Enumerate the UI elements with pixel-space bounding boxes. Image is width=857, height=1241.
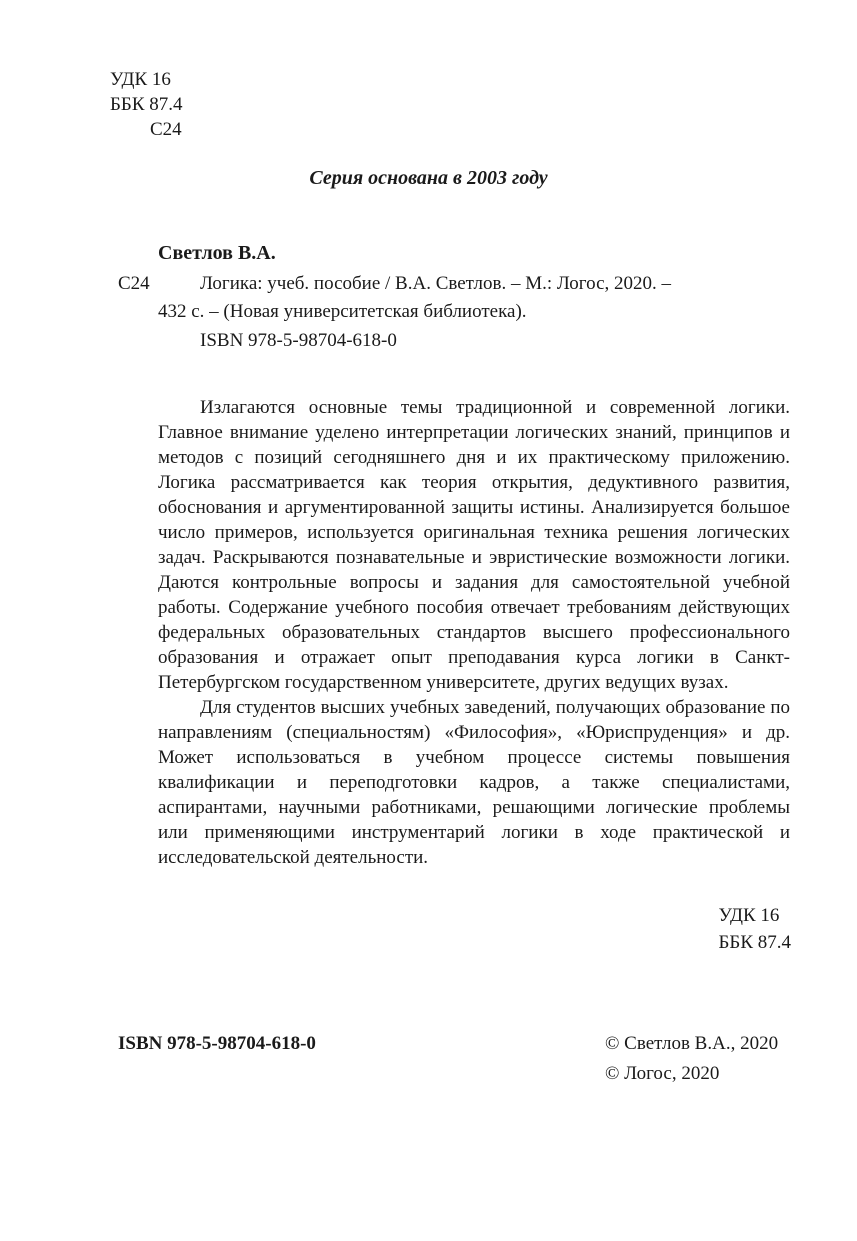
bbk-code: ББК 87.4 bbox=[110, 94, 183, 115]
bibliographic-title-line2: 432 с. – (Новая университетская библиотека). bbox=[158, 301, 527, 322]
copyright-author: © Светлов В.А., 2020 bbox=[605, 1033, 779, 1054]
annotation bbox=[158, 395, 790, 870]
classification-block-top bbox=[110, 68, 183, 143]
footer-isbn: ISBN 978-5-98704-618-0 bbox=[118, 1033, 316, 1054]
annotation-paragraph-1: Излагаются основные темы традиционной и современной логики. Главное внимание уделено интерпретации логических знаний, принципов и методов с позиций сегодняшнего дня и их практическому приложению. Логика рассматривается как теория открытия, дедуктивного развития, обоснования и аргументированной защиты истины. Анализируется большое число примеров, используется оригинальная техника решения логических задач. Раскрываются познавательные и эвристические возможности логики. Даются контрольные вопросы и задания для самостоятельной учебной работы. Содержание учебного пособия отвечает требованиям действующих федеральных образовательных стандартов высшего профессионального образования и отражает опыт преподавания курса логики в Санкт-Петербургском государственном университете, других ведущих вузах. bbox=[158, 397, 790, 693]
copyright-block bbox=[605, 1032, 778, 1092]
series-note: Серия основана в 2003 году bbox=[309, 167, 548, 189]
udk-code: УДК 16 bbox=[110, 69, 171, 90]
bibliographic-isbn: ISBN 978-5-98704-618-0 bbox=[200, 330, 397, 351]
author-name: Светлов В.А. bbox=[158, 242, 276, 264]
author-mark: С24 bbox=[150, 119, 182, 140]
footer-udk-code: УДК 16 bbox=[718, 905, 780, 926]
footer-bbk-code: ББК 87.4 bbox=[718, 932, 791, 953]
bibliographic-title-line1: Логика: учеб. пособие / В.А. Светлов. – М.: Логос, 2020. – bbox=[200, 273, 672, 294]
annotation-paragraph-2: Для студентов высших учебных заведений, получающих образование по направлениям (специальностям) «Философия», «Юриспруденция» и др. Может использоваться в учебном процессе системы повышения квалификации и переподготовки кадров, а также специалистами, аспирантами, научными работниками, решающими логические проблемы или применяющими инструментарий логики в ходе практической и исследовательской деятельности. bbox=[158, 697, 790, 868]
author-code: С24 bbox=[118, 273, 150, 294]
classification-block-bottom bbox=[719, 904, 792, 958]
copyright-publisher: © Логос, 2020 bbox=[605, 1063, 720, 1084]
